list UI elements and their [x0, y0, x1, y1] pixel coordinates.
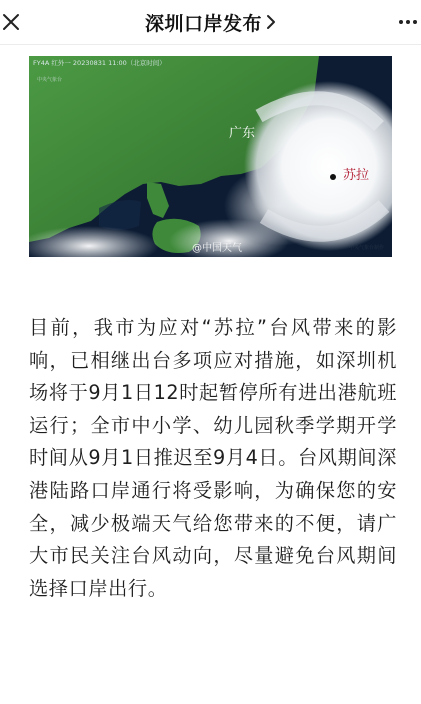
satellite-header-text: FY4A 红外一 20230831 11:00（北京时间）: [33, 59, 166, 67]
weather-watermark: @中国天气: [192, 243, 242, 254]
more-options-button[interactable]: [397, 10, 419, 34]
page-title: 深圳口岸发布: [144, 12, 262, 35]
article-paragraph: 目前，我市为应对“苏拉”台风带来的影响，已相继出台多项应对措施，如深圳机场将于9月1日12时起暂停所有进出港航班运行；全市中小学、幼儿园秋季学期开学时间从9月1日推迟至9月4日。台风期间深港陆路口岸通行将受影响，为确保您的安全，减少极端天气给您带来的不便，请广大市民关注台风动向，尽量避免台风期间选择口岸出行。: [29, 316, 397, 600]
province-label: 广东: [229, 126, 256, 141]
chevron-right-icon: [266, 14, 276, 30]
satellite-source-watermark: 中央气象台: [37, 77, 63, 83]
typhoon-satellite-image: [29, 56, 392, 257]
top-nav-bar: [0, 0, 421, 45]
account-title-link[interactable]: [0, 0, 421, 44]
producer-watermark: 中央气象台制作: [348, 245, 384, 251]
more-dots-icon: [398, 18, 418, 26]
satellite-map-graphic: [29, 56, 392, 257]
typhoon-label: 苏拉: [343, 168, 370, 183]
